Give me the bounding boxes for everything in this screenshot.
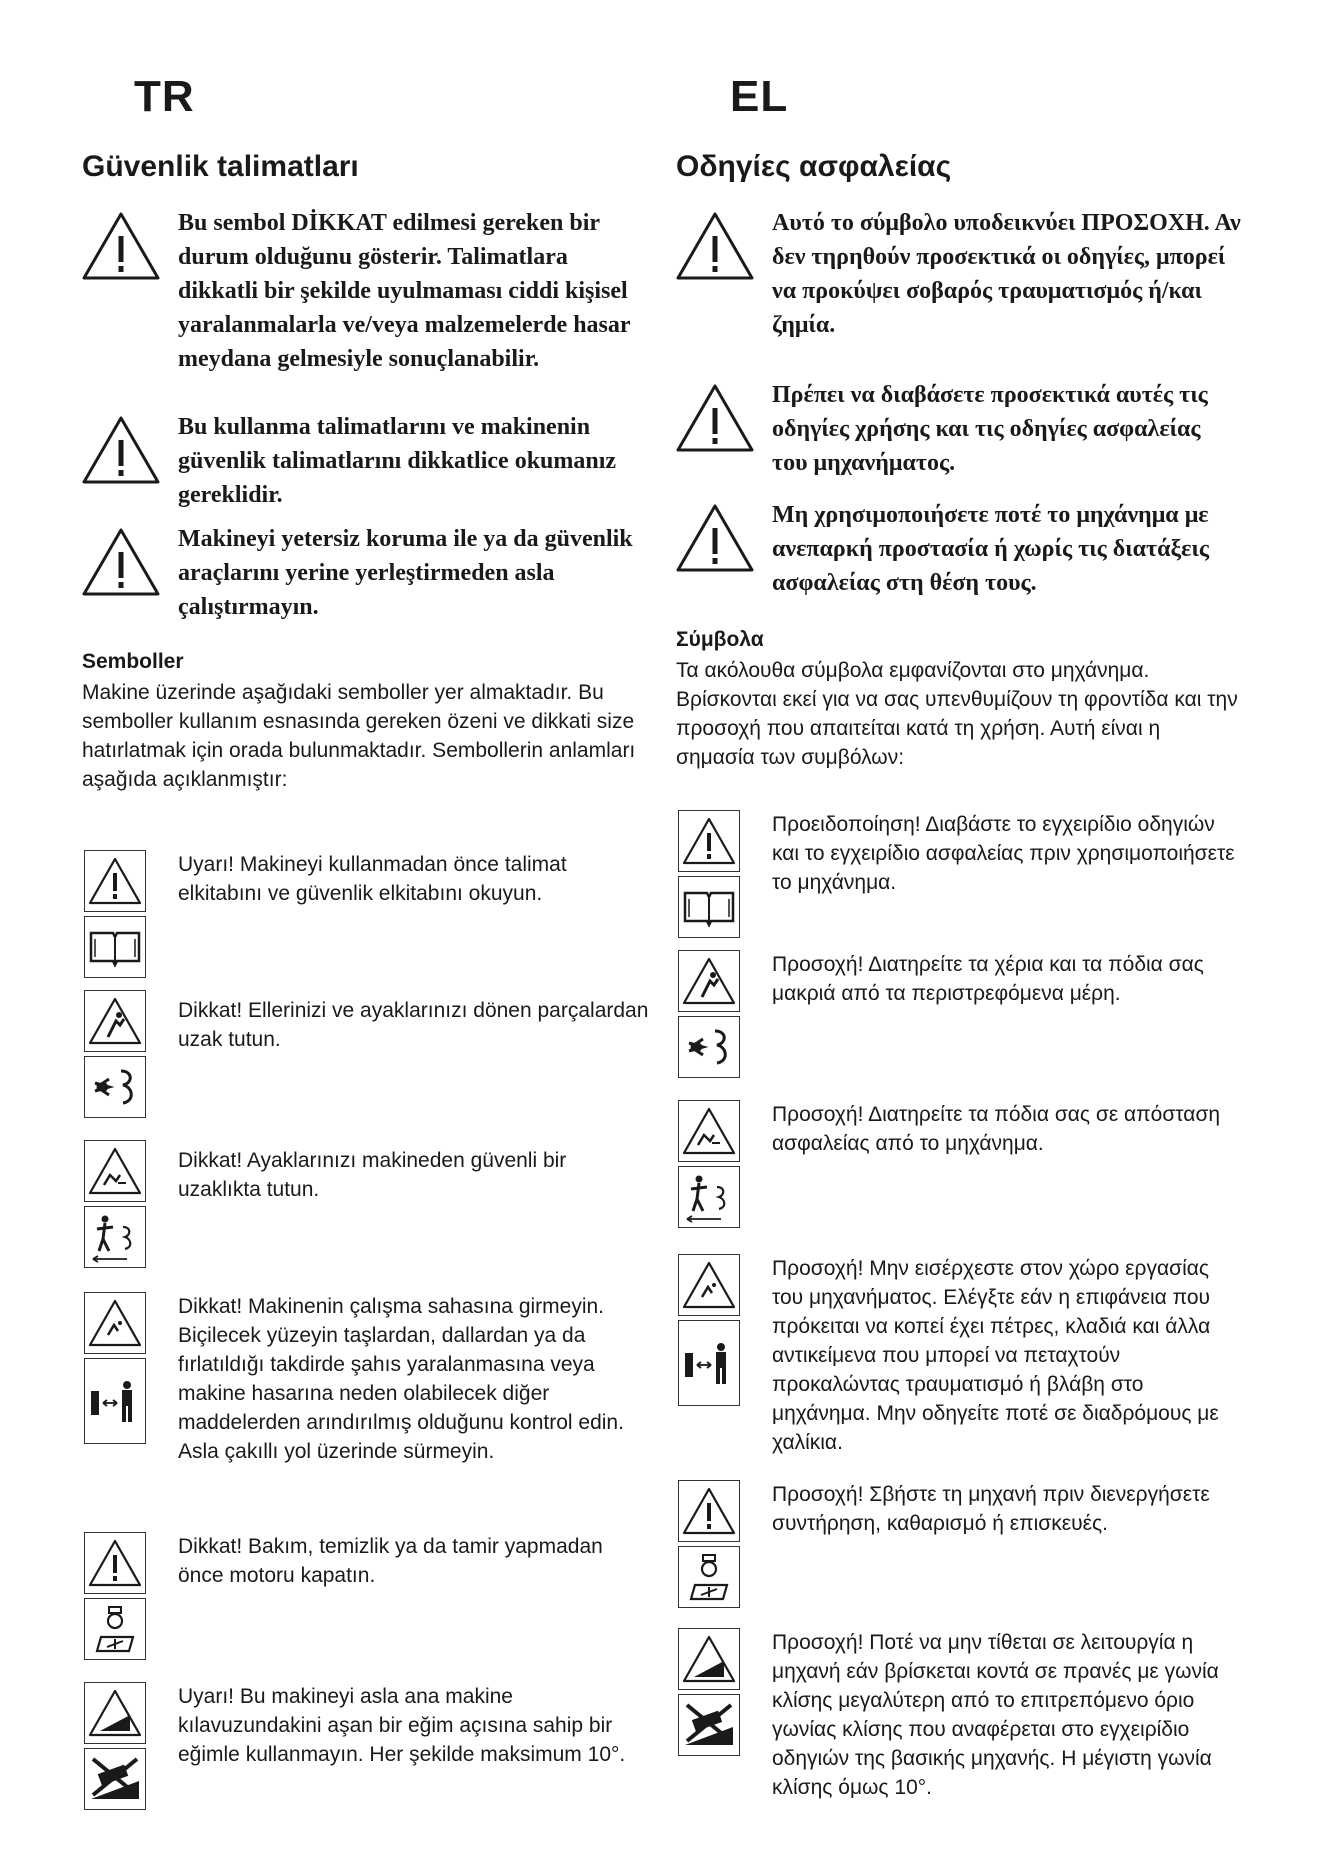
symbol-frame	[678, 810, 744, 942]
thrown-objects-icon	[680, 1257, 738, 1313]
symbol-frame	[84, 1532, 150, 1664]
warning-text: Bu kullanma talimatlarını ve makinenin güvenlik talimatlarını dikkatlice okumanız gereklidir.	[178, 414, 617, 508]
symbols-intro: Makine üzerinde aşağıdaki semboller yer almaktadır. Bu semboller kullanım esnasında gereken özeni ve dikkati size hatırlatmak için orada bulunmaktadır. Sembollerin anlamları aşağıda açıklanmıştır:	[82, 681, 636, 791]
language-code: EL	[730, 72, 789, 121]
symbol-text: Uyarı! Makineyi kullanmadan önce talimat elkitabını ve güvenlik elkitabını okuyun.	[178, 853, 567, 905]
symbol-frame	[678, 1480, 744, 1612]
thrown-objects-icon	[86, 1295, 144, 1351]
symbol-frame	[678, 1628, 744, 1760]
warning-text: Bu sembol DİKKAT edilmesi gereken bir durum olduğunu gösterir. Talimatlara dikkatli bir şekilde uyulmaması ciddi kişisel yaralanmalarla ve/veya malzemelerde hasar meydana gelmesiyle sonuçlanabilir.	[178, 210, 631, 372]
symbols-intro: Τα ακόλουθα σύμβολα εμφανίζονται στο μηχάνημα. Βρίσκονται εκεί για να σας υπενθυμίζουν τη φροντίδα και την προσοχή που απαιτείται κατά τη χρήση. Αυτή είναι η σημασία των συμβόλων:	[676, 659, 1238, 769]
hand-hazard-icon	[680, 953, 738, 1009]
engine-icon	[87, 1601, 143, 1657]
warning-triangle-icon	[680, 1483, 738, 1539]
warning-triangle-icon	[676, 210, 754, 280]
keep-distance-icon	[681, 1333, 737, 1393]
symbol-text: Dikkat! Makinenin çalışma sahasına girmeyin. Biçilecek yüzeyin taşlardan, dallardan ya da fırlatıldığı takdirde şahıs yaralanmasına veya makine hasarına neden olabilecek diğer maddelerden arındırılmış olduğunu kontrol edin. Asla çakıllı yol üzerinde sürmeyin.	[178, 1295, 624, 1463]
warning-triangle-icon	[676, 502, 754, 572]
foot-hazard-icon	[680, 1103, 738, 1159]
slope-icon	[680, 1631, 738, 1687]
tip-over-icon	[87, 1751, 143, 1807]
slope-icon	[86, 1685, 144, 1741]
warning-text: Πρέπει να διαβάσετε προσεκτικά αυτές τις οδηγίες χρήσης και τις οδηγίες ασφαλείας του μηχανήματος.	[772, 382, 1208, 476]
warning-triangle-icon	[86, 853, 144, 909]
symbol-text: Uyarı! Bu makineyi asla ana makine kılavuzundakini aşan bir eğim açısına sahip bir eğimle kullanmayın. Her şekilde maksimum 10°.	[178, 1685, 626, 1766]
rotating-parts-icon	[87, 1059, 143, 1115]
read-manual-icon	[87, 925, 143, 969]
symbol-frame	[678, 950, 744, 1082]
symbol-text: Dikkat! Ellerinizi ve ayaklarınızı dönen parçalardan uzak tutun.	[178, 999, 649, 1051]
symbol-frame	[84, 990, 150, 1122]
symbol-text: Προσοχή! Ποτέ να μην τίθεται σε λειτουργία η μηχανή εάν βρίσκεται κοντά σε πρανές με γωνία κλίσης μεγαλύτερη από το επιτρεπόμενο όριο γωνίας κλίσης που αναφέρεται στο εγχειρίδιο οδηγιών της βασικής μηχανής. Η μέγιστη γωνία κλίσης όμως 10°.	[772, 1631, 1219, 1799]
hand-hazard-icon	[86, 993, 144, 1049]
keep-distance-icon	[681, 1169, 737, 1225]
symbol-frame	[84, 1292, 150, 1448]
warning-text: Makineyi yetersiz koruma ile ya da güvenlik araçlarını yerine yerleştirmeden asla çalıştırmayın.	[178, 526, 633, 620]
symbol-text: Προσοχή! Σβήστε τη μηχανή πριν διενεργήσετε συντήρηση, καθαρισμό ή επισκευές.	[772, 1483, 1210, 1535]
symbol-frame	[84, 850, 150, 982]
warning-text: Μη χρησιμοποιήσετε ποτέ το μηχάνημα με ανεπαρκή προστασία ή χωρίς τις διατάξεις ασφαλείας στη θέση τους.	[772, 502, 1209, 596]
warning-triangle-icon	[676, 382, 754, 452]
warning-triangle-icon	[86, 1535, 144, 1591]
warning-triangle-icon	[82, 210, 160, 280]
keep-distance-icon	[87, 1371, 143, 1431]
symbol-frame	[678, 1100, 744, 1232]
symbol-text: Προσοχή! Διατηρείτε τα χέρια και τα πόδια σας μακριά από τα περιστρεφόμενα μέρη.	[772, 953, 1204, 1005]
symbol-frame	[84, 1682, 150, 1814]
symbol-text: Dikkat! Bakım, temizlik ya da tamir yapmadan önce motoru kapatın.	[178, 1535, 603, 1587]
section-title: Οδηγίες ασφαλείας	[676, 150, 952, 183]
warning-triangle-icon	[82, 414, 160, 484]
foot-hazard-icon	[86, 1143, 144, 1199]
warning-triangle-icon	[82, 526, 160, 596]
symbol-text: Dikkat! Ayaklarınızı makineden güvenli bir uzaklıkta tutun.	[178, 1149, 567, 1201]
rotating-parts-icon	[681, 1019, 737, 1075]
section-title: Güvenlik talimatları	[82, 150, 359, 183]
language-code: TR	[134, 72, 195, 121]
warning-triangle-icon	[680, 813, 738, 869]
symbol-text: Προσοχή! Διατηρείτε τα πόδια σας σε απόσταση ασφαλείας από το μηχάνημα.	[772, 1103, 1221, 1155]
tip-over-icon	[681, 1697, 737, 1753]
symbols-heading: Σύμβολα	[676, 628, 764, 651]
symbol-frame	[84, 1140, 150, 1272]
engine-icon	[681, 1549, 737, 1605]
symbol-text: Προσοχή! Μην εισέρχεστε στον χώρο εργασίας του μηχανήματος. Ελέγξτε εάν η επιφάνεια που πρόκειται να κοπεί έχει πέτρες, κλαδιά και άλλα αντικείμενα που μπορεί να πεταχτούν προκαλώντας τραυματισμό ή βλάβη στο μηχάνημα. Μην οδηγείτε ποτέ σε διαδρόμους με χαλίκια.	[772, 1257, 1219, 1454]
warning-text: Αυτό το σύμβολο υποδεικνύει ΠΡΟΣΟΧΗ. Αν δεν τηρηθούν προσεκτικά οι οδηγίες, μπορεί να προκύψει σοβαρός τραυματισμός ή/και ζημία.	[772, 210, 1241, 338]
symbol-text: Προειδοποίηση! Διαβάστε το εγχειρίδιο οδηγιών και το εγχειρίδιο ασφαλείας πριν χρησιμοποιήσετε το μηχάνημα.	[772, 813, 1235, 894]
read-manual-icon	[681, 885, 737, 929]
keep-distance-icon	[87, 1209, 143, 1265]
symbol-frame	[678, 1254, 744, 1410]
symbols-heading: Semboller	[82, 650, 184, 673]
